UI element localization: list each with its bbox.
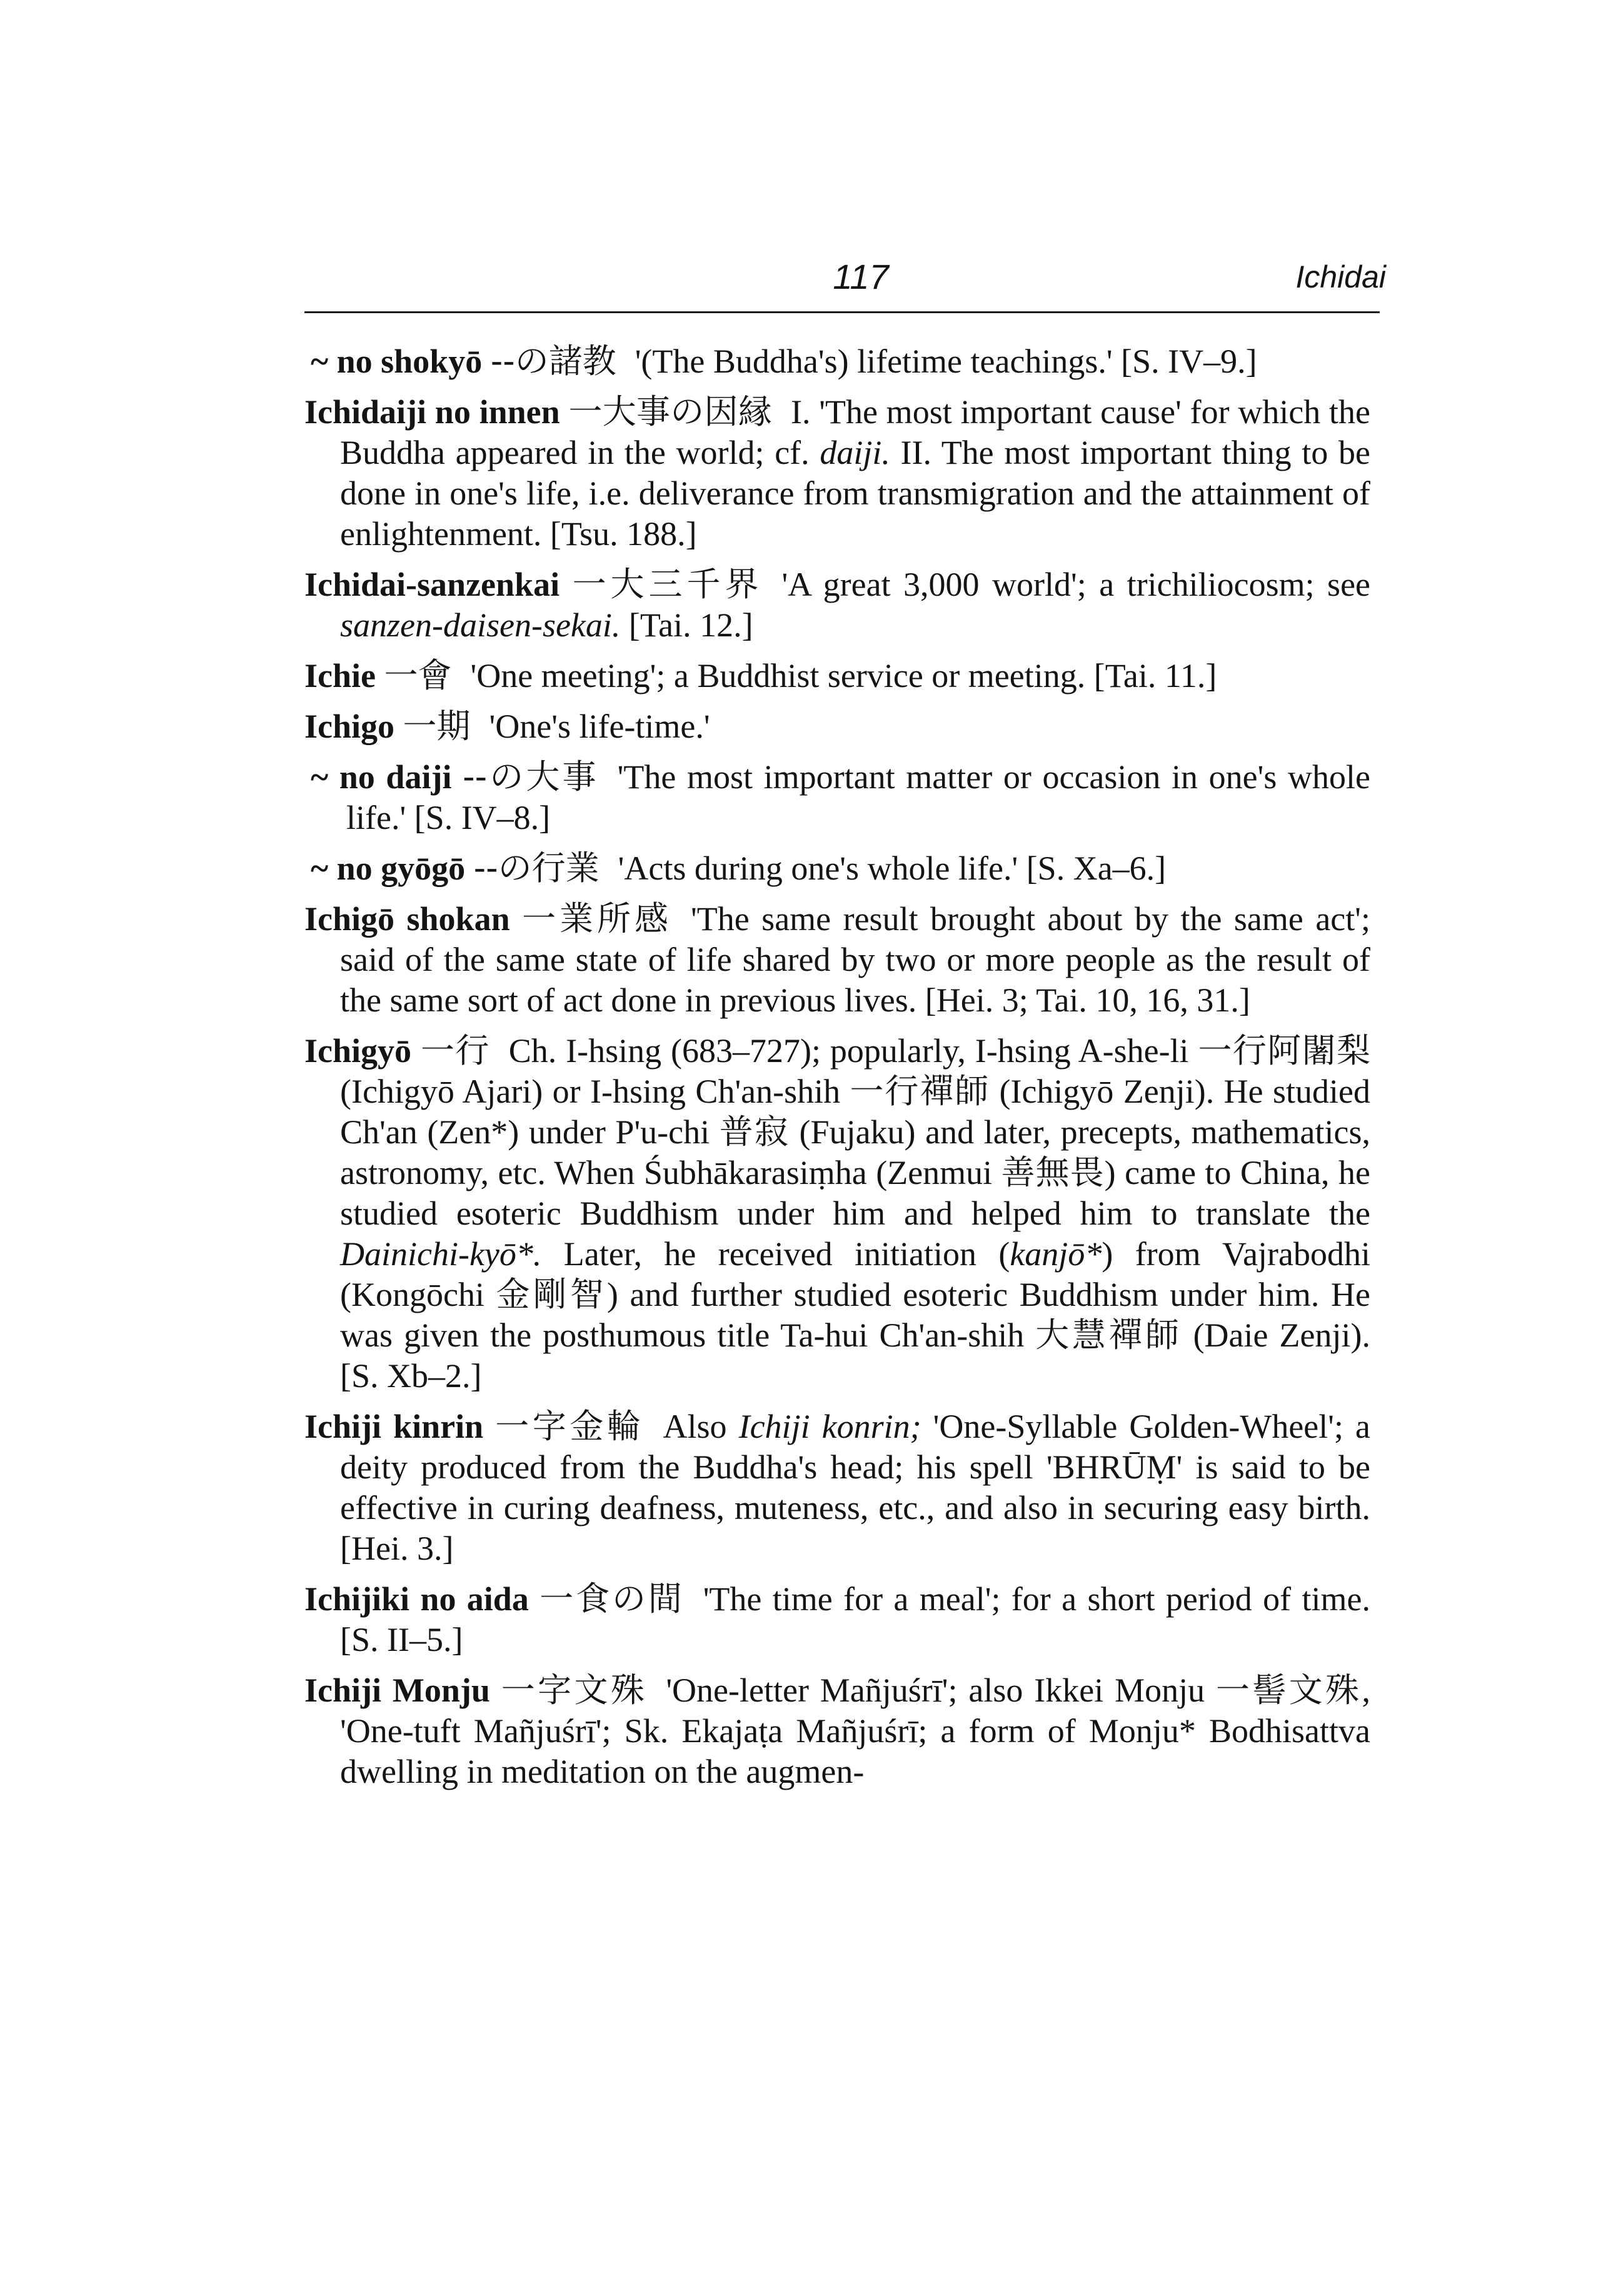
entry-body-text: 'One meeting'; a Buddhist service or meeting. [Tai. 11.] (470, 657, 1217, 694)
entry-headword: Ichigyō (304, 1032, 412, 1070)
entry-body-text: 'Acts during one's whole life.' [S. Xa–6.] (618, 850, 1167, 887)
header-rule (304, 311, 1380, 313)
entry (311, 756, 1370, 838)
running-head: Ichidai (1295, 259, 1386, 294)
entry-headword: no shokyō (336, 343, 483, 380)
tilde-mark: ~ (311, 850, 329, 887)
dictionary-entries (304, 341, 1370, 1802)
entry-body-text: 'One-letter Mañjuśrī'; also Ikkei Monju 一髻文殊, 'One-tuft Mañjuśrī'; Sk. Ekajaṭa Mañjuśrī; a form of Monju* Bodhisattva dwelling in meditation on the augmen- (340, 1672, 1371, 1790)
entry-body-italic: daiji. (820, 434, 890, 471)
page-header (304, 256, 1386, 306)
entry-headword: Ichie (304, 657, 376, 694)
entry-headword: no gyōgō (336, 850, 466, 887)
entry-body-italic: Dainichi-kyō*. (340, 1235, 542, 1273)
entry-body-text: Also (663, 1408, 739, 1445)
entry-body-text: II. The most important thing to be done in one's life, i.e. deliverance from transmigration and the attainment of enlightenment. [Tsu. 188.] (340, 434, 1370, 553)
entry-body-text: I. 'The most important cause' for which the Buddha appeared in the world; cf. (340, 393, 1371, 471)
entry-kanji: --の諸教 (490, 341, 616, 381)
entry-body-italic: kanjō* (1010, 1235, 1102, 1273)
tilde-mark: ~ (311, 343, 329, 380)
entry-kanji: --の大事 (463, 757, 599, 796)
page-number: 117 (833, 257, 889, 296)
entry-body-italic: sanzen-daisen-sekai. (340, 606, 621, 644)
entry-body-text: 'One-Syllable Golden-Wheel'; a deity produced from the Buddha's head; his spell 'BHRŪṂ' is said to be effective in curing deafness, muteness, etc., and also in securing easy birth. [Hei. 3.] (340, 1408, 1371, 1567)
entry-body-text: 'One's life-time.' (489, 708, 710, 745)
entry-body-italic: Ichiji konrin; (738, 1408, 921, 1445)
entry-kanji: 一大事の因縁 (568, 392, 772, 431)
entry-body-text: '(The Buddha's) lifetime teachings.' [S. IV–9.] (635, 343, 1257, 380)
entry (304, 1578, 1370, 1660)
entry-headword: Ichigo (304, 708, 395, 745)
entry (304, 1670, 1370, 1792)
entry (304, 655, 1370, 696)
entry-kanji: 一食の間 (540, 1579, 685, 1618)
entry-headword: Ichijiki no aida (304, 1580, 529, 1618)
entry (311, 848, 1370, 889)
entry-headword: Ichigō shokan (304, 900, 510, 938)
entry-body-text: ) from Vajrabodhi (Kongōchi 金剛智) and further studied esoteric Buddhism under him. He was given the posthumous title Ta-hui Ch'an-shih 大慧禪師 (Daie Zenji). [S. Xb–2.] (340, 1235, 1370, 1395)
entry-body-text: 'The same result brought about by the same act'; said of the same state of life shared by two or more people as the result of the same sort of act done in previous lives. [Hei. 3; Tai. 10, 16, 31.] (340, 900, 1370, 1019)
entry-kanji: 一字金輪 (495, 1406, 645, 1446)
entry-headword: Ichidaiji no innen (304, 393, 560, 431)
entry (304, 1406, 1370, 1569)
entry (304, 706, 1370, 747)
entry-kanji: 一會 (384, 656, 452, 695)
entry-body-text: Ch. I-hsing (683–727); popularly, I-hsing A-she-li 一行阿闍梨 (Ichigyō Ajari) or I-hsing Ch'an-shih 一行禪師 (Ichigyō Zenji). He studied Ch'an (Zen*) under P'u-chi 普寂 (Fujaku) and later, precepts, mathematics, astronomy, etc. When Śubhākarasiṃha (Zenmui 善無畏) came to China, he studied esoteric Buddhism under him and helped him to translate the (340, 1032, 1371, 1232)
entry-headword: Ichidai-sanzenkai (304, 566, 560, 603)
entry-headword: Ichiji kinrin (304, 1408, 484, 1445)
entry-body-text: 'A great 3,000 world'; a trichiliocosm; see (781, 566, 1371, 603)
entry-body-text: Later, he received initiation ( (541, 1235, 1010, 1273)
entry (304, 564, 1370, 646)
entry-body-text: 'The most important matter or occasion in one's whole life.' [S. IV–8.] (346, 758, 1371, 836)
entry-body-text: [Tai. 12.] (620, 606, 753, 644)
entry (311, 341, 1370, 382)
entry-body-text: 'The time for a meal'; for a short period of time. [S. II–5.] (340, 1580, 1370, 1658)
entry (304, 898, 1370, 1021)
entry (304, 391, 1370, 554)
entry-kanji: 一期 (403, 706, 471, 746)
entry (304, 1030, 1370, 1396)
entry-kanji: 一行 (420, 1031, 490, 1070)
entry-kanji: 一大三千界 (572, 564, 763, 604)
entry-kanji: 一字文殊 (501, 1670, 648, 1710)
tilde-mark: ~ (311, 758, 329, 796)
entry-headword: Ichiji Monju (304, 1672, 490, 1709)
entry-kanji: 一業所感 (522, 899, 673, 938)
entry-headword: no daiji (339, 758, 452, 796)
entry-kanji: --の行業 (473, 848, 600, 888)
